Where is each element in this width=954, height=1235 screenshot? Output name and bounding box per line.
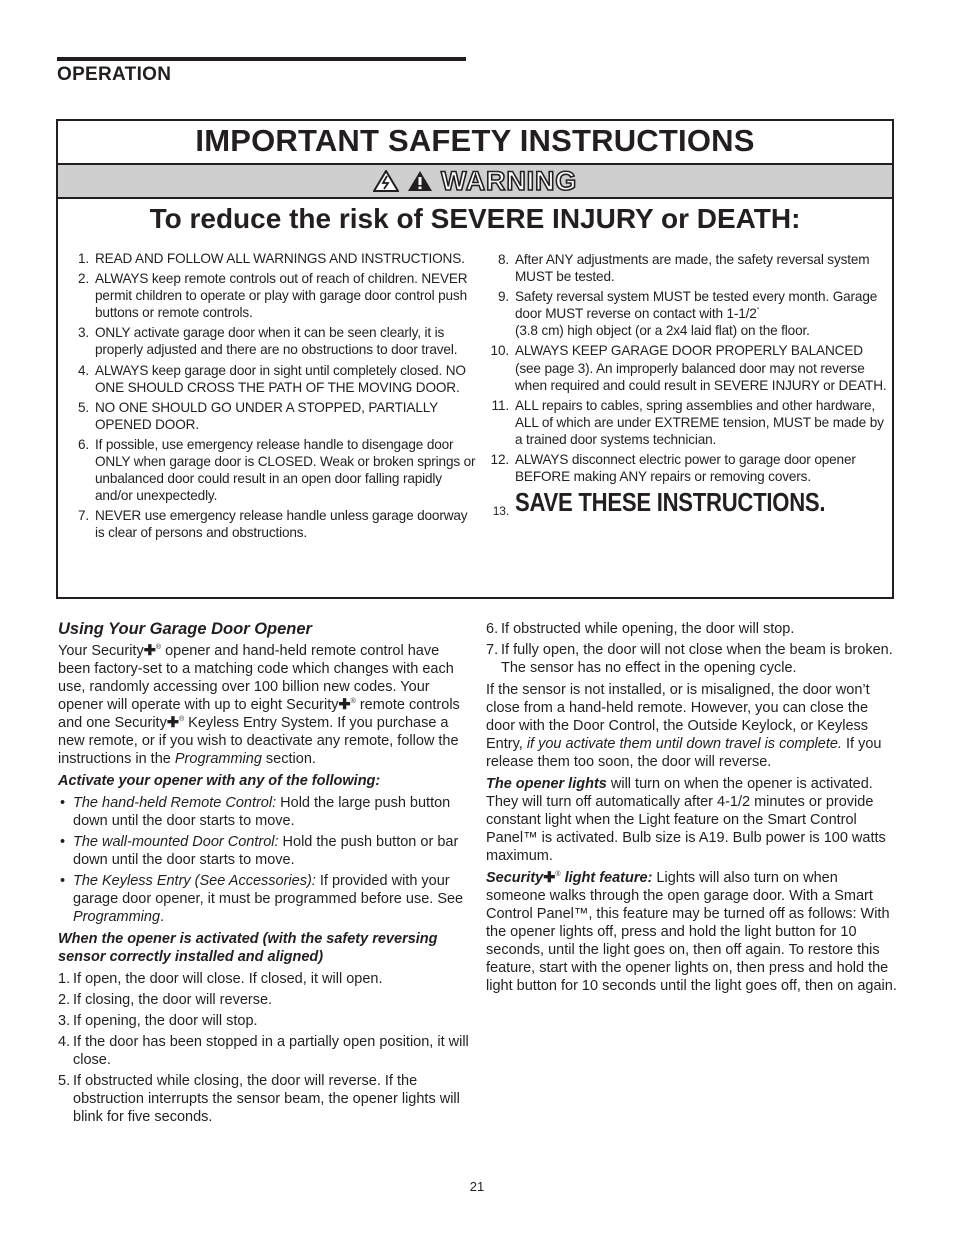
list-item: 7. If fully open, the door will not close when the beam is broken. The sensor has no effect in the opening cycle.	[486, 642, 893, 676]
warning-item: 6. If possible, use emergency release handle to disengage door ONLY when garage door is CLOSED. Weak or broken springs or unbalanced door could result in an open door falling rapidly and/or unexpectedly.	[77, 436, 476, 504]
warning-list-left	[58, 250, 478, 545]
warning-triangle-icon	[407, 170, 433, 192]
warning-label: WARNING	[440, 165, 578, 196]
risk-heading: To reduce the risk of SEVERE INJURY or DEATH:	[149, 203, 801, 234]
instructions-column-left	[58, 620, 470, 1130]
warning-item: 1. READ AND FOLLOW ALL WARNINGS AND INSTRUCTIONS.	[77, 251, 465, 266]
warning-item: 10. ALWAYS KEEP GARAGE DOOR PROPERLY BALANCED (see page 3). An improperly balanced door may not reverse when required and could result in SEVERE INJURY or DEATH.	[490, 343, 887, 393]
activated-heading: When the opener is activated (with the safety reversing sensor correctly installed and aligned)	[58, 931, 438, 965]
safety-instructions-box	[56, 119, 894, 599]
save-instructions-item: 13. SAVE THESE INSTRUCTIONS.	[492, 487, 826, 519]
safety-title: IMPORTANT SAFETY INSTRUCTIONS	[195, 123, 755, 158]
sensor-paragraph: If the sensor is not installed, or is misaligned, the door won’t close from a hand-held remote. However, you can close the door with the Door Control, the Outside Keylock, or Keyless Entry, if you activate them until down travel is complete. If you release them too soon, the door will reverse.	[486, 682, 882, 770]
warning-item: 3. ONLY activate garage door when it can be seen clearly, it is properly adjusted and there are no obstructions to door travel.	[77, 325, 458, 358]
list-item: • The hand-held Remote Control: Hold the large push button down until the door starts to move.	[58, 794, 470, 830]
section-title: OPERATION	[57, 64, 172, 85]
warning-item: 2. ALWAYS keep remote controls out of reach of children. NEVER permit children to operate or play with garage door control push buttons or remote controls.	[77, 271, 468, 321]
warning-list-right	[478, 251, 888, 518]
list-item: 5. If obstructed while closing, the door will reverse. If the obstruction interrupts the sensor beam, the opener lights will blink for five seconds.	[58, 1073, 460, 1125]
warning-band	[58, 163, 892, 199]
warning-item: 11. ALL repairs to cables, spring assemblies and other hardware, ALL of which are under EXTREME tension, MUST be made by a trained door systems technician.	[491, 397, 884, 447]
warning-item: 12. ALWAYS disconnect electric power to garage door opener BEFORE making ANY repairs or removing covers.	[490, 452, 856, 485]
lights-paragraph: The opener lights will turn on when the opener is activated. They will turn off automatically after 4-1/2 minutes or provide constant light when the Light feature on the Smart Control Panel™ is activated. Bulb size is A19. Bulb power is 100 watts maximum.	[486, 776, 886, 864]
warning-item: 9. Safety reversal system MUST be tested every month. Garage door MUST reverse on contact with 1-1/2" (3.8 cm) high object (or a 2x4 laid flat) on the floor.	[497, 289, 878, 339]
list-item: 4. If the door has been stopped in a partially open position, it will close.	[58, 1034, 469, 1068]
list-item: • The wall-mounted Door Control: Hold the push button or bar down until the door starts to move.	[58, 833, 470, 869]
electrical-hazard-icon	[373, 170, 399, 192]
security-light-paragraph: Security✚® light feature: Lights will also turn on when someone walks through the open garage door. With a Smart Control Panel™, this feature may be turned off as follows: With the opener lights off, press and hold the light button for 10 seconds, until the light goes on, then off again. To restore this feature, start with the opener lights on, then press and hold the light button for 10 seconds until the light goes off, then on again.	[486, 870, 897, 994]
behavior-list-right	[486, 620, 898, 677]
using-heading: Using Your Garage Door Opener	[58, 620, 312, 638]
activate-heading: Activate your opener with any of the following:	[58, 773, 381, 789]
intro-paragraph: Your Security✚® opener and hand-held remote control have been factory-set to a matching code which changes with each use, randomly accessing over 100 billion new codes. Your opener will operate with up to eight Security✚® remote controls and one Security✚® Keyless Entry System. If you purchase a new remote, or if you wish to deactivate any remote, follow the instructions in the Programming section.	[58, 643, 460, 767]
behavior-list-left	[58, 970, 470, 1126]
warning-item: 4. ALWAYS keep garage door in sight until completely closed. NO ONE SHOULD CROSS THE PATH OF THE MOVING DOOR.	[77, 362, 466, 395]
list-item: 1. If open, the door will close. If closed, it will open.	[58, 971, 383, 987]
activation-methods	[58, 794, 470, 926]
list-item: 6. If obstructed while opening, the door will stop.	[486, 621, 795, 637]
list-item: 3. If opening, the door will stop.	[58, 1013, 258, 1029]
page-number: 21	[469, 1179, 485, 1194]
header-rule	[57, 57, 466, 61]
save-instructions: SAVE THESE INSTRUCTIONS.	[515, 487, 826, 518]
list-item: • The Keyless Entry (See Accessories): If provided with your garage door opener, it must be programmed before use. See Programming.	[58, 872, 470, 926]
warning-item: 5. NO ONE SHOULD GO UNDER A STOPPED, PARTIALLY OPENED DOOR.	[77, 399, 438, 432]
warning-item: 7. NEVER use emergency release handle unless garage doorway is clear of persons and obstructions.	[77, 508, 468, 541]
list-item: 2. If closing, the door will reverse.	[58, 992, 273, 1008]
warning-item: 8. After ANY adjustments are made, the safety reversal system MUST be tested.	[497, 252, 870, 285]
instructions-column-right	[486, 620, 898, 999]
